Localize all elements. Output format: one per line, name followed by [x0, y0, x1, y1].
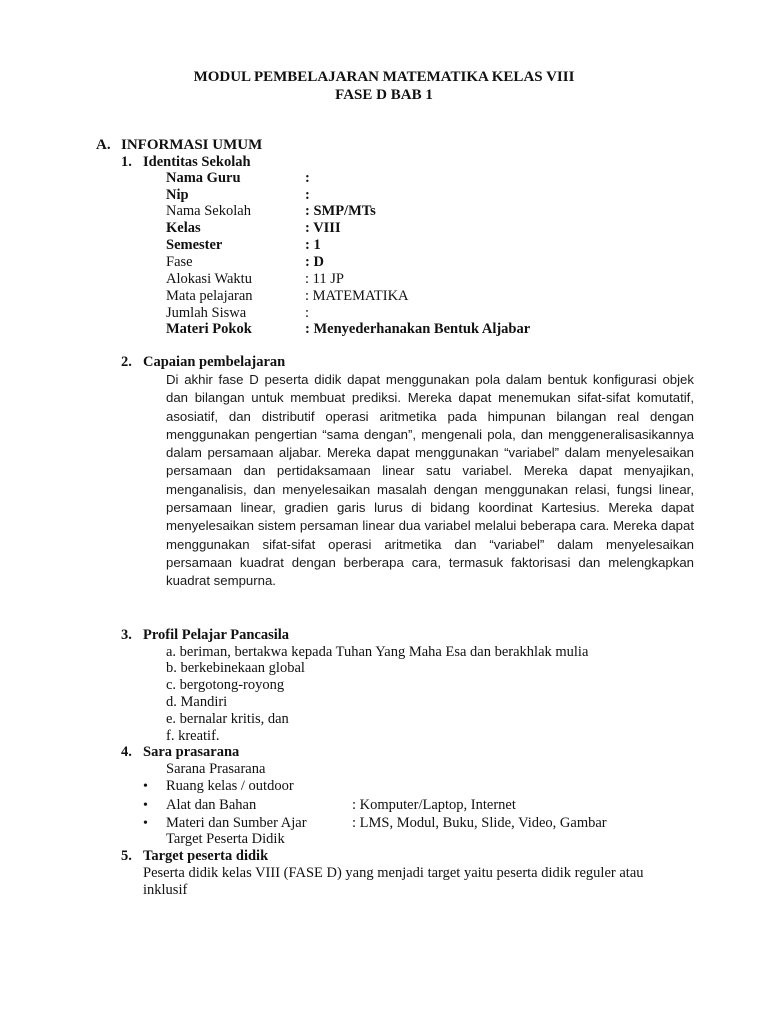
- identitas-label: Nama Sekolah: [166, 203, 251, 219]
- identitas-label: Jumlah Siswa: [166, 305, 247, 321]
- item-number-1: 1.: [121, 154, 132, 170]
- identitas-value: : MATEMATIKA: [305, 288, 409, 304]
- item-number-4: 4.: [121, 744, 132, 760]
- identitas-value: : 11 JP: [305, 271, 344, 287]
- identitas-label: Nip: [166, 187, 189, 203]
- profil-item: f. kreatif.: [166, 728, 220, 744]
- sarana-subheading: Sarana Prasarana: [166, 761, 266, 777]
- profil-item: b. berkebinekaan global: [166, 660, 305, 676]
- identitas-value: :: [305, 187, 310, 203]
- identitas-value: : VIII: [305, 220, 341, 236]
- capaian-paragraph: Di akhir fase D peserta didik dapat menggunakan pola dalam bentuk konfigurasi objek dan bilangan untuk membuat prediksi. Mereka dapat menemukan sifat-sifat komutatif, asosiatif, dan distributif operasi aritmetika pada himpunan bilangan real dengan menggunakan pengertian “sama dengan”, mengenali pola, dan menggeneralisasikannya dalam persamaan aljabar. Mereka dapat menggunakan “variabel” dalam menyelesaikan persamaan dan pertidaksamaan linear satu variabel. Mereka dapat menyajikan, menganalisis, dan menyelesaikan masalah dengan menggunakan relasi, fungsi linear, persamaan linear, gradien garis lurus di bidang koordinat Kartesius. Mereka dapat menyelesaikan sistem persaman linear dua variabel melalui beberapa cara. Mereka dapat menggunakan sifat-sifat operasi aritmetika dan “variabel” dalam menyelesaikan persamaan kuadrat dengan berberapa cara, termasuk faktorisasi dan melengkapkan kuadrat sempurna.: [166, 372, 694, 589]
- section-a-marker: A.: [96, 137, 111, 153]
- sarana-bullet-value: : Komputer/Laptop, Internet: [352, 797, 516, 813]
- identitas-value: :: [305, 305, 310, 321]
- profil-heading: Profil Pelajar Pancasila: [143, 627, 290, 643]
- item-number-3: 3.: [121, 627, 132, 643]
- capaian-heading: Capaian pembelajaran: [143, 354, 286, 370]
- identitas-label: Mata pelajaran: [166, 288, 253, 304]
- identitas-label: Nama Guru: [166, 170, 241, 186]
- identitas-label: Alokasi Waktu: [166, 271, 252, 287]
- identitas-value: : Menyederhanakan Bentuk Aljabar: [305, 321, 531, 337]
- profil-item: c. bergotong-royong: [166, 677, 285, 693]
- target-heading: Target peserta didik: [143, 848, 269, 864]
- bullet-icon: •: [143, 779, 148, 794]
- document-subtitle: FASE D BAB 1: [335, 87, 433, 103]
- item-number-2: 2.: [121, 354, 132, 370]
- profil-item: e. bernalar kritis, dan: [166, 711, 289, 727]
- sarana-bullet-label: Ruang kelas / outdoor: [166, 778, 294, 794]
- identitas-value: : SMP/MTs: [305, 203, 376, 219]
- profil-item: d. Mandiri: [166, 694, 228, 710]
- sarana-trailing-text: Target Peserta Didik: [166, 831, 285, 847]
- document-title: MODUL PEMBELAJARAN MATEMATIKA KELAS VIII: [193, 69, 575, 85]
- identitas-value: : 1: [305, 237, 321, 253]
- sarana-heading: Sara prasarana: [143, 744, 240, 760]
- identitas-label: Kelas: [166, 220, 201, 236]
- profil-item: a. beriman, bertakwa kepada Tuhan Yang Maha Esa dan berakhlak mulia: [166, 644, 589, 660]
- target-text-line1: Peserta didik kelas VIII (FASE D) yang menjadi target yaitu peserta didik reguler atau: [143, 865, 644, 881]
- identitas-label: Fase: [166, 254, 193, 270]
- sarana-bullet-value: : LMS, Modul, Buku, Slide, Video, Gambar: [352, 815, 607, 831]
- bullet-icon: •: [143, 798, 148, 813]
- bullet-icon: •: [143, 816, 148, 831]
- identitas-label: Semester: [166, 237, 223, 253]
- section-a-heading: INFORMASI UMUM: [121, 137, 263, 153]
- identitas-value: :: [305, 170, 310, 186]
- sarana-bullet-label: Alat dan Bahan: [166, 797, 257, 813]
- target-text-line2: inklusif: [143, 882, 188, 898]
- sarana-bullet-label: Materi dan Sumber Ajar: [166, 815, 307, 831]
- identitas-value: : D: [305, 254, 324, 270]
- identitas-label: Materi Pokok: [166, 321, 252, 337]
- identitas-heading: Identitas Sekolah: [143, 154, 251, 170]
- item-number-5: 5.: [121, 848, 132, 864]
